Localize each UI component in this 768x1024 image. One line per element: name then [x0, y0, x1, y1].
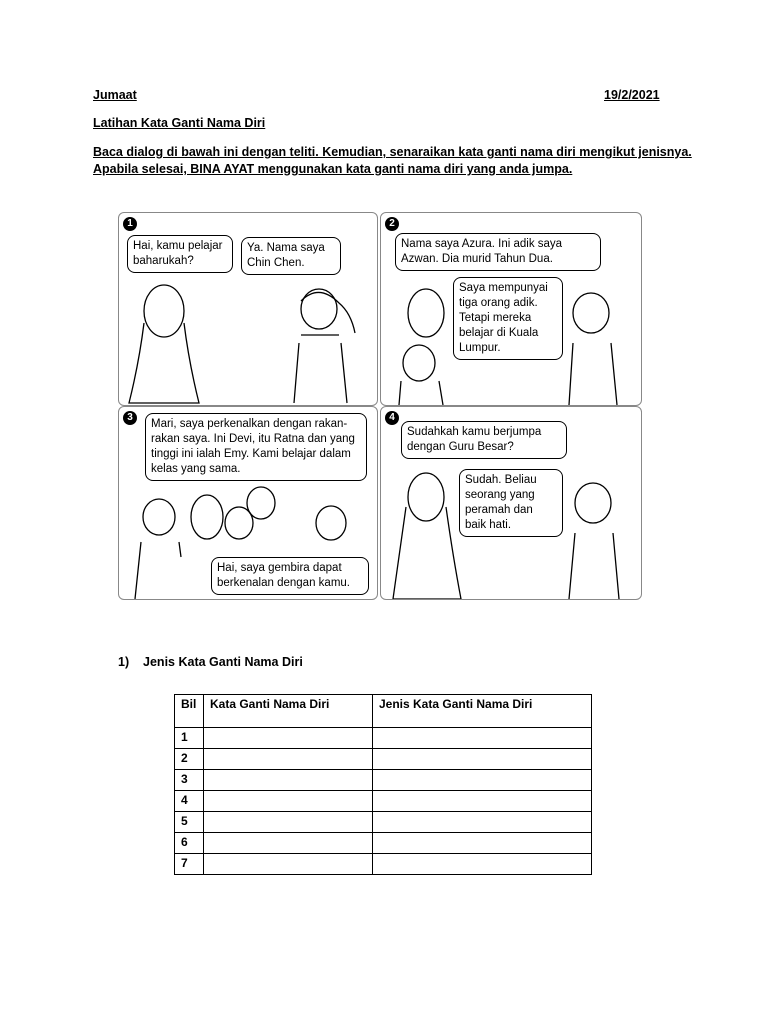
row-number: 5	[175, 812, 204, 833]
question-number: 1)	[118, 655, 130, 669]
panel-number: 1	[123, 217, 137, 231]
header-bil: Bil	[175, 695, 204, 728]
speech-bubble: Mari, saya perkenalkan dengan rakan-rakan saya. Ini Devi, itu Ratna dan yang tinggi ini ialah Emy. Kami belajar dalam kelas yang sama.	[145, 413, 367, 481]
answer-cell[interactable]	[373, 854, 592, 875]
question-heading	[118, 655, 303, 669]
panel-number: 3	[123, 411, 137, 425]
answer-cell[interactable]	[204, 728, 373, 749]
table-header-row	[175, 695, 592, 728]
table-row	[175, 812, 592, 833]
row-number: 4	[175, 791, 204, 812]
answer-cell[interactable]	[204, 791, 373, 812]
panel-number: 4	[385, 411, 399, 425]
answer-cell[interactable]	[373, 812, 592, 833]
characters-illustration	[119, 213, 377, 405]
speech-bubble: Sudahkah kamu berjumpa dengan Guru Besar?	[401, 421, 567, 459]
worksheet-title: Latihan Kata Ganti Nama Diri	[93, 116, 266, 130]
table-row	[175, 791, 592, 812]
speech-bubble: Saya mempunyai tiga orang adik. Tetapi mereka belajar di Kuala Lumpur.	[453, 277, 563, 360]
table-row	[175, 854, 592, 875]
answer-cell[interactable]	[204, 770, 373, 791]
row-number: 6	[175, 833, 204, 854]
speech-bubble: Hai, kamu pelajar baharukah?	[127, 235, 233, 273]
date-label: 19/2/2021	[604, 88, 660, 102]
comic-panel-3	[118, 406, 378, 600]
table-row	[175, 833, 592, 854]
answer-table	[174, 694, 592, 875]
day-label: Jumaat	[93, 88, 137, 102]
question-text: Jenis Kata Ganti Nama Diri	[143, 655, 303, 669]
answer-cell[interactable]	[204, 833, 373, 854]
header-jenis: Jenis Kata Ganti Nama Diri	[373, 695, 592, 728]
characters-illustration	[119, 407, 377, 599]
comic-strip	[118, 212, 640, 598]
answer-cell[interactable]	[373, 791, 592, 812]
speech-bubble: Sudah. Beliau seorang yang peramah dan baik hati.	[459, 469, 563, 537]
table-row	[175, 728, 592, 749]
characters-illustration	[381, 213, 641, 405]
answer-cell[interactable]	[373, 728, 592, 749]
row-number: 3	[175, 770, 204, 791]
comic-panel-2	[380, 212, 642, 406]
panel-number: 2	[385, 217, 399, 231]
instructions: Baca dialog di bawah ini dengan teliti. Kemudian, senaraikan kata ganti nama diri mengikut jenisnya. Apabila selesai, BINA AYAT menggunakan kata ganti nama diri yang anda jumpa.	[93, 145, 692, 176]
comic-panel-4	[380, 406, 642, 600]
row-number: 1	[175, 728, 204, 749]
speech-bubble: Nama saya Azura. Ini adik saya Azwan. Dia murid Tahun Dua.	[395, 233, 601, 271]
answer-cell[interactable]	[373, 749, 592, 770]
table-row	[175, 749, 592, 770]
answer-cell[interactable]	[204, 854, 373, 875]
row-number: 7	[175, 854, 204, 875]
speech-bubble: Hai, saya gembira dapat berkenalan dengan kamu.	[211, 557, 369, 595]
table-row	[175, 770, 592, 791]
header-kata-ganti: Kata Ganti Nama Diri	[204, 695, 373, 728]
answer-cell[interactable]	[373, 833, 592, 854]
speech-bubble: Ya. Nama saya Chin Chen.	[241, 237, 341, 275]
answer-cell[interactable]	[204, 812, 373, 833]
answer-cell[interactable]	[204, 749, 373, 770]
answer-cell[interactable]	[373, 770, 592, 791]
row-number: 2	[175, 749, 204, 770]
characters-illustration	[381, 407, 641, 599]
comic-panel-1	[118, 212, 378, 406]
